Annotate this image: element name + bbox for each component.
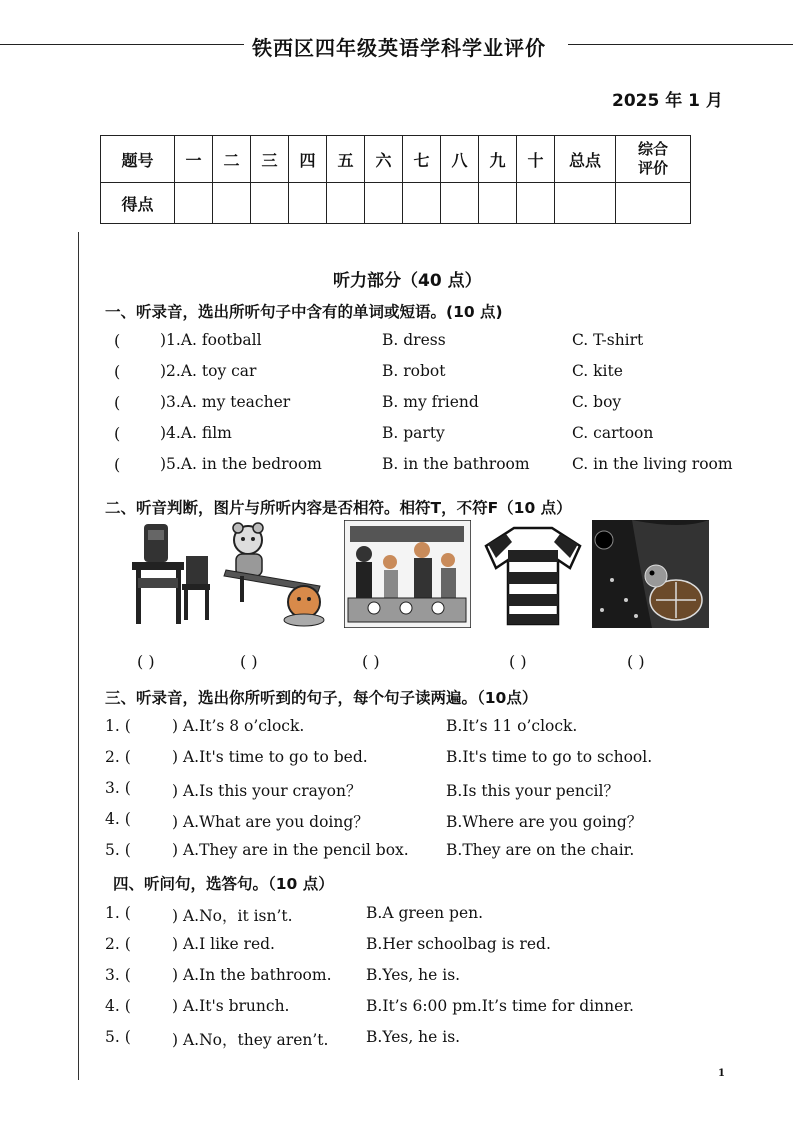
document-title: 铁西区四年级英语学科学业评价 bbox=[252, 36, 546, 60]
listening-part-title: 听力部分（40 点） bbox=[333, 271, 482, 291]
option-a: )3.A. my teacher bbox=[160, 393, 291, 411]
option-a: ) A.It’s 8 o’clock. bbox=[172, 717, 305, 735]
option-a: ) A.No，it isn’t. bbox=[172, 907, 293, 925]
score-cell[interactable] bbox=[403, 183, 441, 224]
option-b: B. in the bathroom bbox=[382, 455, 530, 473]
score-cell[interactable] bbox=[327, 183, 365, 224]
score-col-8: 八 bbox=[441, 136, 479, 183]
option-c: C. kite bbox=[572, 362, 623, 380]
score-col-9: 九 bbox=[479, 136, 517, 183]
option-c: C. boy bbox=[572, 393, 622, 411]
score-cell[interactable] bbox=[517, 183, 555, 224]
score-col-10: 十 bbox=[517, 136, 555, 183]
item-number[interactable]: 4. ( bbox=[105, 810, 131, 828]
option-b: B.They are on the chair. bbox=[446, 841, 635, 859]
option-b: B. party bbox=[382, 424, 445, 442]
option-b: B.It’s 11 o’clock. bbox=[446, 717, 578, 735]
option-c: C. T-shirt bbox=[572, 331, 644, 349]
option-b: B. dress bbox=[382, 331, 446, 349]
answer-paren[interactable]: ( bbox=[114, 362, 121, 381]
option-b: B.Is this your pencil？ bbox=[446, 782, 619, 800]
turtle-night-picture bbox=[592, 520, 709, 628]
answer-paren[interactable]: ( bbox=[114, 331, 121, 350]
option-a: )2.A. toy car bbox=[160, 362, 257, 380]
item-number[interactable]: 3. ( bbox=[105, 779, 131, 797]
option-a: )1.A. football bbox=[160, 331, 262, 349]
score-cell[interactable] bbox=[213, 183, 251, 224]
option-c: C. in the living room bbox=[572, 455, 733, 473]
score-col-1: 一 bbox=[175, 136, 213, 183]
page-number: 1 bbox=[718, 1068, 725, 1079]
score-cell[interactable] bbox=[175, 183, 213, 224]
score-cell[interactable] bbox=[365, 183, 403, 224]
score-cell[interactable] bbox=[441, 183, 479, 224]
option-c: C. cartoon bbox=[572, 424, 654, 442]
option-a: ) A.What are you doing？ bbox=[172, 813, 369, 831]
striped-tshirt-picture bbox=[484, 520, 582, 628]
judge-blank-3[interactable]: ( ) bbox=[362, 652, 380, 671]
option-a: ) A.They are in the pencil box. bbox=[172, 841, 409, 859]
header-rule-right bbox=[568, 44, 793, 45]
option-b: B.A green pen. bbox=[366, 904, 484, 922]
judge-blank-1[interactable]: ( ) bbox=[137, 652, 155, 671]
score-col-5: 五 bbox=[327, 136, 365, 183]
answer-paren[interactable]: ( bbox=[114, 424, 121, 443]
item-number[interactable]: 5. ( bbox=[105, 1028, 131, 1046]
item-number[interactable]: 2. ( bbox=[105, 935, 131, 953]
judge-blank-4[interactable]: ( ) bbox=[509, 652, 527, 671]
score-col-4: 四 bbox=[289, 136, 327, 183]
item-number[interactable]: 5. ( bbox=[105, 841, 131, 859]
score-cell[interactable] bbox=[616, 183, 691, 224]
exam-date: 2025 年 1 月 bbox=[612, 91, 723, 111]
answer-paren[interactable]: ( bbox=[114, 393, 121, 412]
option-b: B.It’s 6:00 pm.It’s time for dinner. bbox=[366, 997, 634, 1015]
option-b: B.It's time to go to school. bbox=[446, 748, 653, 766]
option-b: B. my friend bbox=[382, 393, 479, 411]
item-number[interactable]: 4. ( bbox=[105, 997, 131, 1015]
item-number[interactable]: 3. ( bbox=[105, 966, 131, 984]
item-number[interactable]: 1. ( bbox=[105, 717, 131, 735]
score-cell[interactable] bbox=[251, 183, 289, 224]
judge-blank-2[interactable]: ( ) bbox=[240, 652, 258, 671]
score-eval-label: 综合 评价 bbox=[616, 136, 691, 183]
kitchen-people-picture bbox=[344, 520, 471, 628]
score-col-6: 六 bbox=[365, 136, 403, 183]
option-b: B.Yes, he is. bbox=[366, 966, 461, 984]
option-b: B.Yes, he is. bbox=[366, 1028, 461, 1046]
option-a: ) A.No，they aren’t. bbox=[172, 1031, 329, 1049]
score-total-label: 总点 bbox=[555, 136, 616, 183]
option-a: ) A.I like red. bbox=[172, 935, 275, 953]
animals-at-table-picture bbox=[220, 520, 330, 628]
option-a: )5.A. in the bedroom bbox=[160, 455, 322, 473]
section-2-title: 二、听音判断，图片与所听内容是否相符。相符T，不符F（10 点） bbox=[105, 499, 572, 517]
score-header-label: 题号 bbox=[101, 136, 175, 183]
option-b: B.Her schoolbag is red. bbox=[366, 935, 551, 953]
score-table bbox=[100, 135, 691, 224]
option-a: )4.A. film bbox=[160, 424, 232, 442]
header-rule-left bbox=[0, 44, 244, 45]
option-a: ) A.Is this your crayon？ bbox=[172, 782, 362, 800]
desk-chair-schoolbag-picture bbox=[126, 520, 216, 628]
score-cell[interactable] bbox=[555, 183, 616, 224]
score-col-3: 三 bbox=[251, 136, 289, 183]
score-col-2: 二 bbox=[213, 136, 251, 183]
score-row-label: 得点 bbox=[101, 183, 175, 224]
score-col-7: 七 bbox=[403, 136, 441, 183]
section-3-title: 三、听录音，选出你所听到的句子，每个句子读两遍。（10点） bbox=[105, 689, 538, 707]
option-a: ) A.In the bathroom. bbox=[172, 966, 332, 984]
section-1-title: 一、听录音，选出所听句子中含有的单词或短语。(10 点) bbox=[105, 303, 503, 321]
option-a: ) A.It's brunch. bbox=[172, 997, 290, 1015]
item-number[interactable]: 1. ( bbox=[105, 904, 131, 922]
option-b: B. robot bbox=[382, 362, 446, 380]
answer-paren[interactable]: ( bbox=[114, 455, 121, 474]
margin-rule bbox=[78, 232, 79, 1080]
score-cell[interactable] bbox=[289, 183, 327, 224]
judge-blank-5[interactable]: ( ) bbox=[627, 652, 645, 671]
option-a: ) A.It's time to go to bed. bbox=[172, 748, 368, 766]
item-number[interactable]: 2. ( bbox=[105, 748, 131, 766]
score-cell[interactable] bbox=[479, 183, 517, 224]
section-4-title: 四、听问句，选答句。（10 点） bbox=[113, 875, 334, 893]
option-b: B.Where are you going？ bbox=[446, 813, 643, 831]
